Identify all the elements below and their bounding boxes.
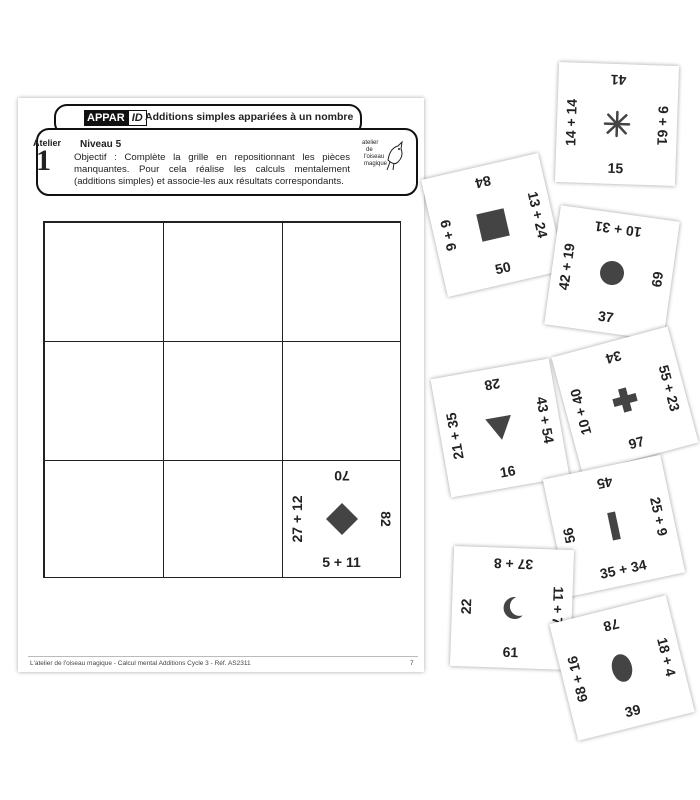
piece-left-value: 14 + 14 [562,98,581,147]
piece-left-value: 21 + 35 [443,411,468,461]
piece-top-value: 37 + 8 [493,554,534,573]
piece-right-value: 9 + 61 [653,105,672,146]
ellipse-icon [608,651,637,685]
piece-left-value: 27 + 12 [289,495,306,543]
piece-left-value: 56 [559,526,579,545]
atelier-label: Atelier [33,138,62,148]
piece-right-value: 13 + 24 [524,189,551,240]
logo-part-2: ID [128,110,147,126]
crescent-icon [499,595,526,622]
puzzle-grid [43,221,401,578]
footer-divider [28,656,418,657]
piece-right-value: 82 [377,511,394,527]
piece-right-value: 11 + 71 [548,586,567,634]
piece-bottom-value: 39 [623,701,643,721]
piece-top-value: 84 [473,172,493,192]
grid-cell[interactable] [282,222,401,342]
piece-top-value: 45 [595,473,615,493]
circle-icon [597,258,626,287]
piece-top-value: 34 [603,347,624,367]
puzzle-piece[interactable] [544,205,680,341]
level-label: Niveau 5 [80,139,122,150]
diamond-icon [325,502,359,536]
piece-bottom-value: 15 [607,160,624,177]
piece-top-value: 70 [333,468,350,485]
grid-cell[interactable] [44,222,164,342]
puzzle-piece[interactable] [555,62,679,186]
piece-bottom-value: 35 + 34 [598,556,648,583]
grid-cell[interactable] [163,222,283,342]
piece-bottom-value: 61 [502,644,519,661]
piece-top-value: 78 [601,615,621,635]
cross-icon [609,384,641,416]
piece-top-value: 28 [483,375,502,394]
grid-cell[interactable] [282,341,401,461]
piece-bottom-value: 16 [498,462,517,481]
logo-line: magique [364,161,388,167]
piece-right-value: 18 + 4 [653,635,679,678]
piece-left-value: 9 + 9 [437,218,460,253]
magic-bird-logo [362,138,406,182]
logo-line: atelier [362,140,379,146]
piece-left-value: 68 + 16 [564,654,592,704]
piece-right-value: 25 + 9 [646,495,671,538]
page-number: 7 [410,660,414,667]
grid-cell[interactable] [163,341,283,461]
piece-top-value: 10 + 31 [593,217,643,241]
appario-logo [84,108,147,128]
logo-line: de [366,147,373,153]
bar-icon [605,510,623,542]
grid-cell[interactable] [44,460,164,578]
bird-icon [384,140,406,172]
piece-right-value: 43 + 54 [532,395,557,445]
objective-text: Objectif : Complète la grille en repositionnant les pièces manquantes. Pour cela réalise les calculs mentalement (additions simples) et associe-les aux résultats correspondants. [74,152,350,187]
page-title: Additions simples appariées à un nombre [145,111,354,123]
piece-bottom-value: 97 [626,433,647,453]
piece-bottom-value: 37 [596,307,615,326]
triangle-icon [484,413,516,443]
piece-left-value: 10 + 40 [567,386,595,437]
grid-cell[interactable] [44,341,164,461]
logo-line: l'oiseau [364,154,385,160]
square-icon [475,207,511,243]
piece-left-value: 42 + 19 [555,242,579,292]
puzzle-piece[interactable] [421,153,565,297]
piece-bottom-value: 50 [493,258,513,278]
grid-cell[interactable] [163,460,283,578]
footer-reference: L'atelier de l'oiseau magique - Calcul mental Additions Cycle 3 - Réf. AS2311 [30,660,251,667]
puzzle-piece[interactable] [430,358,569,497]
logo-part-1: APPAR [84,110,128,126]
puzzle-piece[interactable] [552,327,699,474]
atelier-number: 1 [36,144,51,177]
piece-left-value: 22 [458,598,475,615]
grid-cell-filled[interactable] [282,460,401,578]
piece-right-value: 55 + 23 [655,363,683,414]
piece-top-value: 41 [610,71,627,88]
piece-right-value: 69 [648,270,667,289]
asterisk-icon [603,110,632,139]
piece-bottom-value: 5 + 11 [322,553,361,570]
